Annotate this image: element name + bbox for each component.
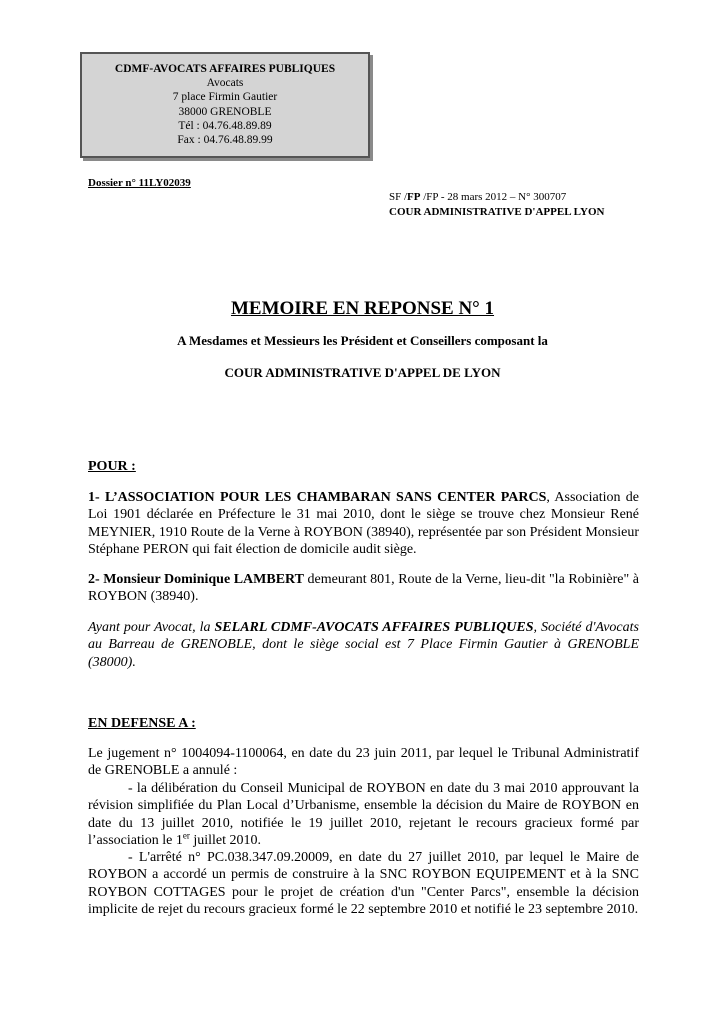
law-firm-box [80, 52, 370, 158]
law-firm-street: 7 place Firmin Gautier [172, 91, 278, 104]
judgment-intro: Le jugement n° 1004094-1100064, en date du 23 juin 2011, par lequel le Tribunal Administratif de GRENOBLE a annulé : [88, 746, 639, 779]
law-firm-tel: Tél : 04.76.48.89.89 [178, 119, 272, 132]
annulled-item-1-text: - la délibération du Conseil Municipal de ROYBON en date du 3 mai 2010 approuvant la révision simplifiée du Plan Local d’Urbanisme, ensemble la décision du Maire de ROYBON en date du 13 juillet 2010, notifiée le 19 juillet 2010, rejetant le recours gracieux formé par l’association le 1 [88, 781, 639, 848]
party-2-paragraph [88, 571, 639, 606]
counsel-intro: Ayant pour Avocat, la [88, 620, 215, 635]
law-firm-role: Avocats [206, 77, 244, 90]
party-1-name: 1- L’ASSOCIATION POUR LES CHAMBARAN SANS CENTER PARCS [88, 490, 547, 505]
reference-line [389, 190, 604, 205]
annulled-item-1-superscript: er [182, 830, 190, 841]
annulled-item-2: - L'arrêté n° PC.038.347.09.20009, en date du 27 juillet 2010, par lequel le Maire de ROYBON a accordé un permis de construire à la SNC ROYBON EQUIPEMENT et à la SNC ROYBON COTTAGES pour le projet de création d'un "Center Parcs", ensemble la décision implicite de rejet du recours gracieux formé le 22 septembre 2010 et notifié le 23 septembre 2010. [88, 850, 639, 917]
reference-prefix: SF / [389, 191, 408, 203]
defense-heading: EN DEFENSE A : [88, 716, 196, 731]
law-firm-city: 38000 GRENOBLE [178, 105, 272, 118]
court-name: COUR ADMINISTRATIVE D'APPEL DE LYON [224, 365, 501, 380]
reference-initials: FP [407, 191, 421, 203]
counsel-firm-name: SELARL CDMF-AVOCATS AFFAIRES PUBLIQUES [214, 620, 534, 635]
reference-block [389, 190, 604, 220]
document-title: MEMOIRE EN REPONSE N° 1 [230, 298, 495, 319]
dossier-number: Dossier n° 11LY02039 [88, 177, 191, 189]
counsel-details: , Société d'Avocats au Barreau de GRENOBLE, dont le siège social est 7 Place Firmin Gautier à GRENOBLE (38000). [88, 620, 639, 670]
party-2-details: demeurant 801, Route de la Verne, lieu-dit "la Robinière" à ROYBON (38940). [88, 572, 639, 605]
law-firm-name: CDMF-AVOCATS AFFAIRES PUBLIQUES [114, 63, 336, 75]
party-1-details: , Association de Loi 1901 déclarée en Préfecture le 31 mai 2010, dont le siège se trouve chez Monsieur René MEYNIER, 1910 Route de la Verne à ROYBON (38940), représentée par son Président Monsieur Stéphane PERON qui fait élection de domicile audit siège. [88, 490, 639, 557]
party-1-paragraph [88, 489, 639, 558]
annulled-item-1-end: juillet 2010. [189, 832, 262, 848]
counsel-paragraph [88, 619, 639, 671]
reference-court: COUR ADMINISTRATIVE D'APPEL LYON [389, 206, 605, 218]
party-2-name: 2- Monsieur Dominique LAMBERT [88, 572, 304, 587]
reference-date-number: /FP - 28 mars 2012 – N° 300707 [420, 191, 567, 203]
addressee-line: A Mesdames et Messieurs les Président et Conseillers composant la [177, 333, 548, 348]
annulled-item-1 [88, 780, 639, 849]
law-firm-fax: Fax : 04.76.48.89.99 [177, 134, 273, 147]
pour-heading: POUR : [88, 459, 136, 474]
